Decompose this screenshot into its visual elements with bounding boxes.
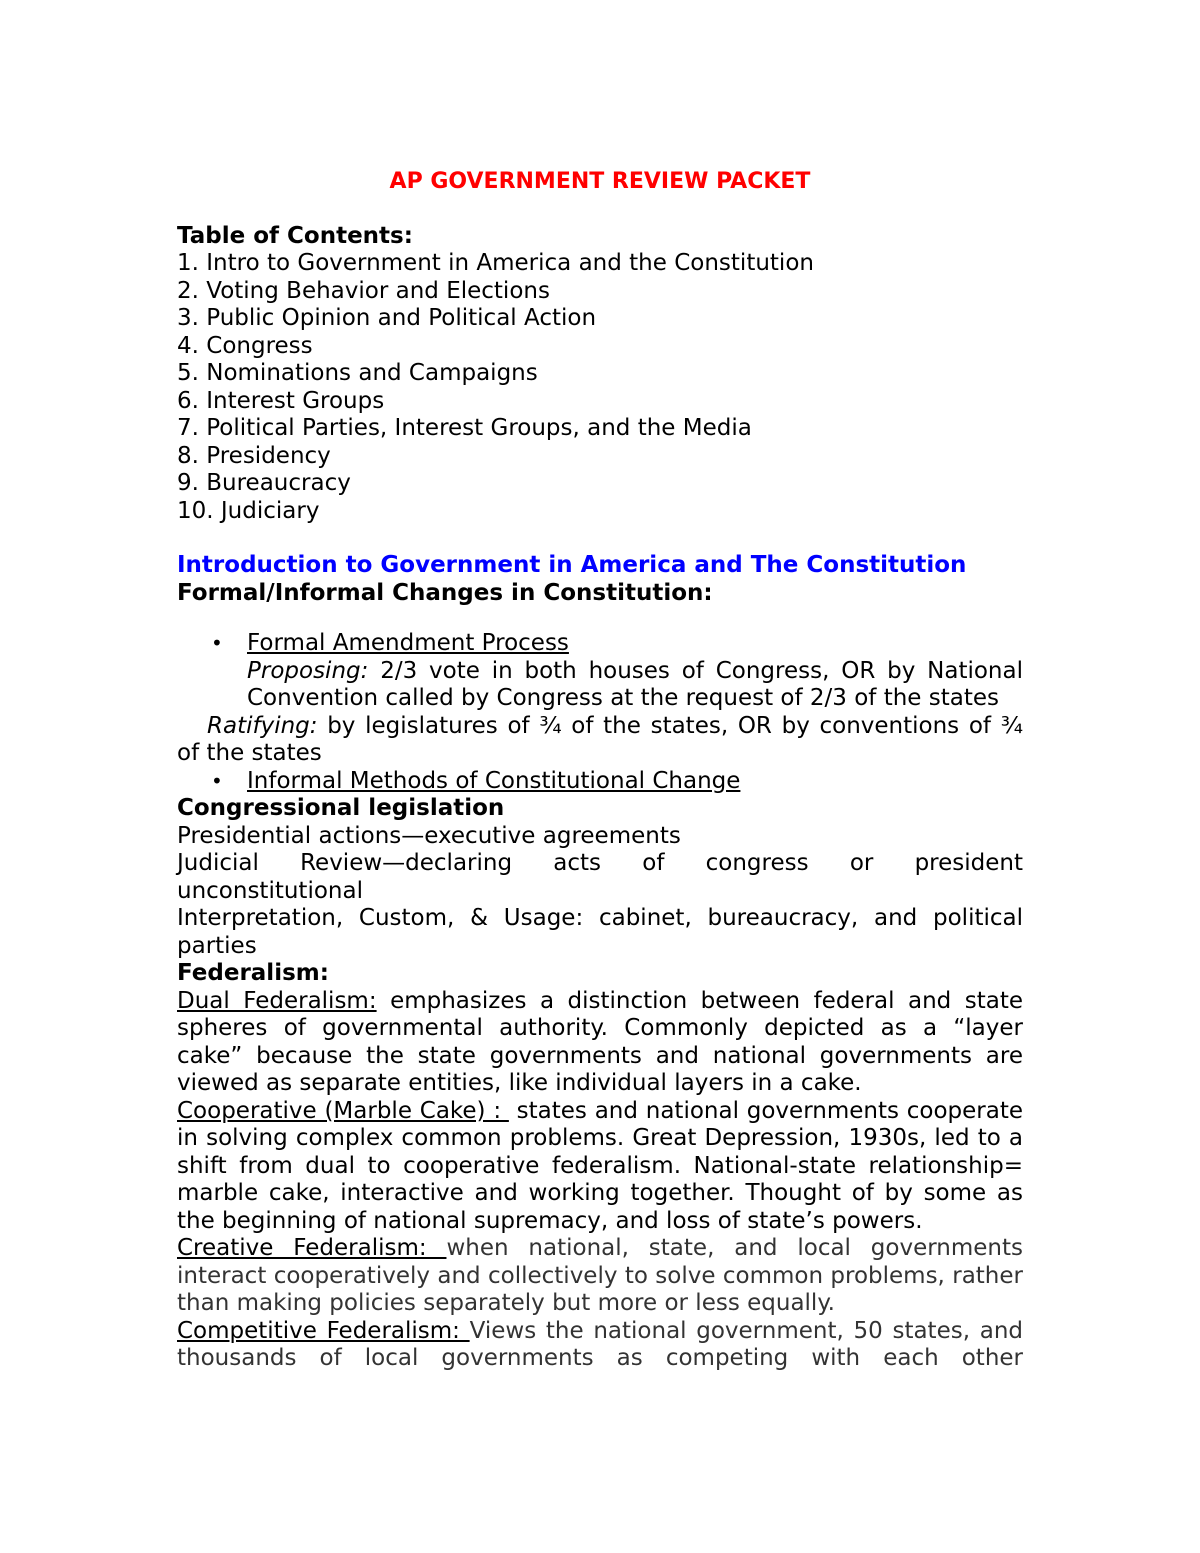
ratifying-line-2: of the states [177, 740, 322, 766]
toc-heading: Table of Contents: [177, 222, 413, 249]
interpretation-custom-usage: Interpretation, Custom, & Usage: cabinet, bureaucracy, and political parties [177, 905, 1023, 959]
ratifying-line-1 [177, 713, 1023, 741]
creative-federalism-text: when national, state, and local governments interact cooperatively and collectively to solve common problems, rather than making policies separately but more or less equally. [177, 1235, 1023, 1316]
judicial-review-line-2: unconstitutional [177, 877, 363, 904]
toc-item: 5. Nominations and Campaigns [177, 360, 538, 386]
section-subheading: Formal/Informal Changes in Constitution: [177, 579, 713, 606]
cooperative-federalism-text: states and national governments cooperate in solving complex common problems. Great Depression, 1930s, led to a shift from dual to cooperative federalism. National-state relationship= marble cake, interactive and working together. Thought of by some as the beginning of national supremacy, and loss of state’s powers. [177, 1097, 1024, 1234]
formal-amendment-item [177, 630, 1023, 713]
toc-item: 6. Interest Groups [177, 387, 385, 414]
proposing-label: Proposing: [247, 657, 369, 684]
table-of-contents [177, 223, 1023, 526]
toc-item: 1. Intro to Government in America and the Constitution [177, 250, 814, 276]
cooperative-federalism-label: Cooperative (Marble Cake) : [177, 1097, 509, 1124]
congressional-legislation: Congressional legislation [177, 795, 505, 821]
creative-federalism-label: Creative Federalism: [177, 1235, 447, 1261]
toc-item: 9. Bureaucracy [177, 470, 351, 496]
section-title: Introduction to Government in America and The Constitution [177, 552, 967, 578]
informal-methods-item [177, 768, 1023, 796]
informal-methods-heading: Informal Methods of Constitutional Change [247, 767, 741, 794]
proposing-line-2: Convention called by Congress at the request of 2/3 of the states [247, 685, 1000, 711]
formal-amendment-heading: Formal Amendment Process [247, 630, 569, 656]
proposing-line-1 [247, 658, 1023, 686]
presidential-actions: Presidential actions—executive agreements [177, 822, 681, 849]
toc-item: 3. Public Opinion and Political Action [177, 305, 597, 331]
spacer [177, 607, 1023, 630]
document-title: AP GOVERNMENT REVIEW PACKET [389, 169, 811, 194]
cooperative-federalism-paragraph [177, 1098, 1023, 1236]
toc-item: 8. Presidency [177, 442, 331, 469]
bullet-icon: • [211, 768, 223, 793]
dual-federalism-text: emphasizes a distinction between federal and state spheres of governmental authority. Commonly depicted as a “layer cake” because the state governments and national governments are viewed as separate entities, like individual layers in a cake. [177, 987, 1023, 1096]
federalism-heading: Federalism: [177, 960, 329, 986]
competitive-federalism-paragraph [177, 1318, 1023, 1373]
competitive-federalism-text: Views the national government, 50 states, and thousands of local governments as competing with each other [177, 1317, 1023, 1371]
toc-item: 7. Political Parties, Interest Groups, and the Media [177, 415, 752, 441]
toc-item: 2. Voting Behavior and Elections [177, 277, 550, 304]
ratifying-text: by legislatures of ¾ of the states, OR by conventions of ¾ [317, 712, 1023, 739]
toc-item: 4. Congress [177, 332, 313, 359]
ratifying-label: Ratifying: [207, 712, 318, 739]
bullet-icon: • [211, 631, 223, 655]
dual-federalism-paragraph [177, 988, 1023, 1098]
toc-item: 10. Judiciary [177, 497, 320, 524]
competitive-federalism-label: Competitive Federalism: [177, 1317, 470, 1344]
dual-federalism-label: Dual Federalism: [177, 987, 377, 1014]
creative-federalism-paragraph [177, 1235, 1023, 1318]
proposing-text: 2/3 vote in both houses of Congress, OR by National [368, 657, 1023, 684]
document-page [177, 168, 1023, 1373]
judicial-review-line-1: Judicial Review—declaring acts of congress or president [177, 850, 1023, 876]
